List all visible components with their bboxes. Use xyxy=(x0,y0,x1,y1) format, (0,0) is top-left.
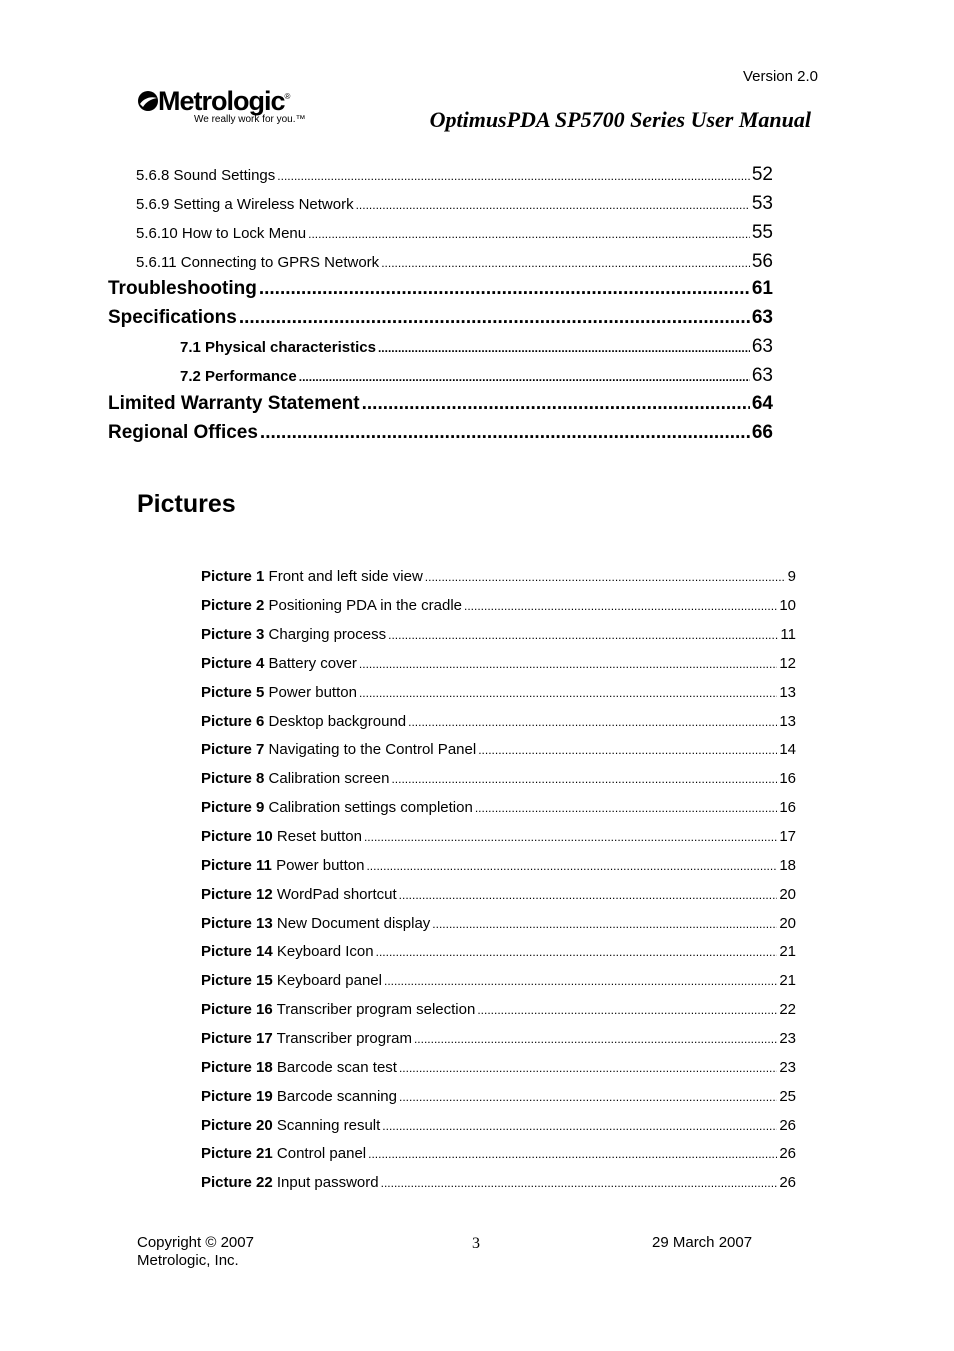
toc-leader xyxy=(384,974,777,988)
picture-entry[interactable] xyxy=(201,799,796,821)
picture-entry[interactable] xyxy=(201,857,796,879)
toc-entry-5-6-10[interactable] xyxy=(136,222,773,246)
toc-page: 52 xyxy=(751,164,773,185)
toc-entry-5-6-9[interactable] xyxy=(136,193,773,217)
footer-date: 29 March 2007 xyxy=(652,1234,753,1251)
picture-entry[interactable] xyxy=(201,1001,796,1023)
picture-title: Front and left side view xyxy=(268,568,423,585)
picture-number: Picture 11 xyxy=(201,857,272,874)
picture-page: 26 xyxy=(779,1174,796,1191)
toc-entry-7-2[interactable] xyxy=(180,365,773,389)
metrologic-logo xyxy=(137,86,312,128)
picture-entry[interactable] xyxy=(201,626,796,648)
picture-entry[interactable] xyxy=(201,1059,796,1081)
picture-title: Barcode scanning xyxy=(276,1088,397,1105)
toc-entry-specifications[interactable] xyxy=(108,307,773,333)
picture-number: Picture 10 xyxy=(201,828,273,845)
copyright-line: Copyright © 2007 xyxy=(137,1234,254,1251)
picture-page: 16 xyxy=(779,770,796,787)
picture-entry[interactable] xyxy=(201,597,796,619)
toc-entry-troubleshooting[interactable] xyxy=(108,278,773,304)
toc-leader xyxy=(260,422,750,444)
picture-entry[interactable] xyxy=(201,1088,796,1110)
toc-page: 61 xyxy=(751,278,773,299)
logo-tagline: We really work for you.™ xyxy=(194,114,306,125)
picture-number: Picture 1 xyxy=(201,568,265,585)
picture-title: Battery cover xyxy=(268,655,357,672)
picture-number: Picture 3 xyxy=(201,626,265,643)
toc-page: 63 xyxy=(751,336,773,357)
picture-entry[interactable] xyxy=(201,713,796,735)
toc-leader xyxy=(376,945,778,959)
toc-leader xyxy=(366,859,777,873)
manual-title: OptimusPDA SP5700 Series User Manual xyxy=(429,107,811,132)
toc-leader xyxy=(362,393,750,415)
picture-entry[interactable] xyxy=(201,655,796,677)
toc-page: 63 xyxy=(751,365,773,386)
toc-leader xyxy=(308,227,750,241)
toc-leader xyxy=(364,830,777,844)
picture-page: 23 xyxy=(779,1059,796,1076)
picture-entry[interactable] xyxy=(201,770,796,792)
picture-number: Picture 18 xyxy=(201,1059,273,1076)
picture-number: Picture 15 xyxy=(201,972,273,989)
picture-page: 9 xyxy=(787,568,796,585)
picture-number: Picture 5 xyxy=(201,684,265,701)
toc-entry-5-6-8[interactable] xyxy=(136,164,773,188)
version-label: Version 2.0 xyxy=(742,68,818,85)
toc-label: 5.6.9 Setting a Wireless Network xyxy=(136,196,354,213)
picture-number: Picture 21 xyxy=(201,1145,273,1162)
toc-leader xyxy=(425,570,786,584)
toc-page: 56 xyxy=(751,251,773,272)
toc-entry-regional-offices[interactable] xyxy=(108,422,773,448)
picture-title: New Document display xyxy=(276,915,431,932)
picture-entry[interactable] xyxy=(201,1174,796,1196)
toc-leader xyxy=(432,917,777,931)
picture-title: Charging process xyxy=(268,626,387,643)
picture-number: Picture 14 xyxy=(201,943,273,960)
picture-number: Picture 22 xyxy=(201,1174,273,1191)
picture-number: Picture 16 xyxy=(201,1001,273,1018)
toc-page: 64 xyxy=(751,393,773,414)
picture-title: Transcriber program selection xyxy=(276,1001,476,1018)
toc-leader xyxy=(414,1032,777,1046)
logo-swirl-icon xyxy=(137,90,159,112)
toc-leader xyxy=(356,198,750,212)
picture-title: Reset button xyxy=(276,828,362,845)
picture-title: Desktop background xyxy=(268,713,407,730)
picture-page: 21 xyxy=(779,943,796,960)
toc-page: 63 xyxy=(751,307,773,328)
picture-title: Scanning result xyxy=(276,1117,381,1134)
picture-page: 25 xyxy=(779,1088,796,1105)
toc-leader xyxy=(388,628,778,642)
picture-page: 17 xyxy=(779,828,796,845)
toc-label: Limited Warranty Statement xyxy=(108,393,360,414)
toc-label: Regional Offices xyxy=(108,422,258,443)
toc-leader xyxy=(408,715,777,729)
picture-title: Power button xyxy=(276,857,365,874)
picture-page: 26 xyxy=(779,1145,796,1162)
picture-page: 13 xyxy=(779,713,796,730)
picture-page: 16 xyxy=(779,799,796,816)
toc-label: 5.6.10 How to Lock Menu xyxy=(136,225,307,242)
toc-entry-warranty[interactable] xyxy=(108,393,773,419)
picture-entry[interactable] xyxy=(201,886,796,908)
pictures-heading: Pictures xyxy=(137,490,236,518)
toc-leader xyxy=(277,169,750,183)
picture-entry[interactable] xyxy=(201,972,796,994)
toc-leader xyxy=(475,801,777,815)
toc-entry-7-1[interactable] xyxy=(180,336,773,360)
toc-label: 5.6.11 Connecting to GPRS Network xyxy=(136,254,380,271)
picture-title: Input password xyxy=(276,1174,379,1191)
toc-leader xyxy=(382,1119,777,1133)
picture-number: Picture 6 xyxy=(201,713,265,730)
picture-page: 13 xyxy=(779,684,796,701)
picture-number: Picture 12 xyxy=(201,886,273,903)
picture-title: Keyboard panel xyxy=(276,972,382,989)
toc-leader xyxy=(299,370,750,384)
picture-entry[interactable] xyxy=(201,943,796,965)
toc-leader xyxy=(399,1090,777,1104)
picture-number: Picture 17 xyxy=(201,1030,273,1047)
picture-entry[interactable] xyxy=(201,1030,796,1052)
picture-page: 21 xyxy=(779,972,796,989)
toc-leader xyxy=(464,599,777,613)
picture-title: Calibration screen xyxy=(268,770,390,787)
toc-page: 55 xyxy=(751,222,773,243)
picture-title: Barcode scan test xyxy=(276,1059,397,1076)
picture-number: Picture 19 xyxy=(201,1088,273,1105)
picture-page: 20 xyxy=(779,886,796,903)
toc-leader xyxy=(359,657,777,671)
picture-number: Picture 4 xyxy=(201,655,265,672)
toc-leader xyxy=(399,1061,777,1075)
picture-number: Picture 2 xyxy=(201,597,265,614)
toc-page: 53 xyxy=(751,193,773,214)
picture-page: 26 xyxy=(779,1117,796,1134)
toc-leader xyxy=(381,1176,778,1190)
toc-leader xyxy=(477,1003,777,1017)
picture-entry[interactable] xyxy=(201,828,796,850)
picture-title: Calibration settings completion xyxy=(268,799,473,816)
page-number: 3 xyxy=(472,1235,480,1252)
toc-label: 7.1 Physical characteristics xyxy=(180,339,376,356)
picture-page: 18 xyxy=(779,857,796,874)
picture-number: Picture 7 xyxy=(201,741,265,758)
picture-title: WordPad shortcut xyxy=(276,886,397,903)
toc-leader xyxy=(399,888,778,902)
toc-leader xyxy=(391,772,777,786)
toc-leader xyxy=(478,743,777,757)
picture-entry[interactable] xyxy=(201,1145,796,1167)
picture-entry[interactable] xyxy=(201,915,796,937)
picture-number: Picture 13 xyxy=(201,915,273,932)
toc-entry-5-6-11[interactable] xyxy=(136,251,773,275)
toc-label: Specifications xyxy=(108,307,237,328)
company-line: Metrologic, Inc. xyxy=(137,1252,239,1269)
toc-label: 7.2 Performance xyxy=(180,368,297,385)
picture-entry[interactable] xyxy=(201,568,796,590)
picture-page: 10 xyxy=(779,597,796,614)
picture-title: Transcriber program xyxy=(276,1030,412,1047)
picture-page: 20 xyxy=(779,915,796,932)
logo-wordmark: Metrologic® xyxy=(158,86,291,116)
toc-leader xyxy=(381,256,750,270)
toc-leader xyxy=(359,686,777,700)
picture-entry[interactable] xyxy=(201,1117,796,1139)
picture-title: Navigating to the Control Panel xyxy=(268,741,477,758)
picture-number: Picture 9 xyxy=(201,799,265,816)
picture-page: 12 xyxy=(779,655,796,672)
picture-page: 22 xyxy=(779,1001,796,1018)
toc-label: 5.6.8 Sound Settings xyxy=(136,167,276,184)
picture-number: Picture 8 xyxy=(201,770,265,787)
picture-page: 11 xyxy=(780,626,796,643)
picture-page: 23 xyxy=(779,1030,796,1047)
picture-entry[interactable] xyxy=(201,684,796,706)
picture-title: Power button xyxy=(268,684,357,701)
picture-title: Keyboard Icon xyxy=(276,943,374,960)
picture-number: Picture 20 xyxy=(201,1117,273,1134)
toc-leader xyxy=(259,278,750,300)
toc-leader xyxy=(368,1147,777,1161)
toc-leader xyxy=(239,307,750,329)
toc-leader xyxy=(378,341,750,355)
picture-entry[interactable] xyxy=(201,741,796,763)
picture-page: 14 xyxy=(779,741,796,758)
toc-label: Troubleshooting xyxy=(108,278,257,299)
picture-title: Positioning PDA in the cradle xyxy=(268,597,462,614)
footer-copyright xyxy=(137,1234,254,1270)
picture-title: Control panel xyxy=(276,1145,367,1162)
toc-page: 66 xyxy=(751,422,773,443)
